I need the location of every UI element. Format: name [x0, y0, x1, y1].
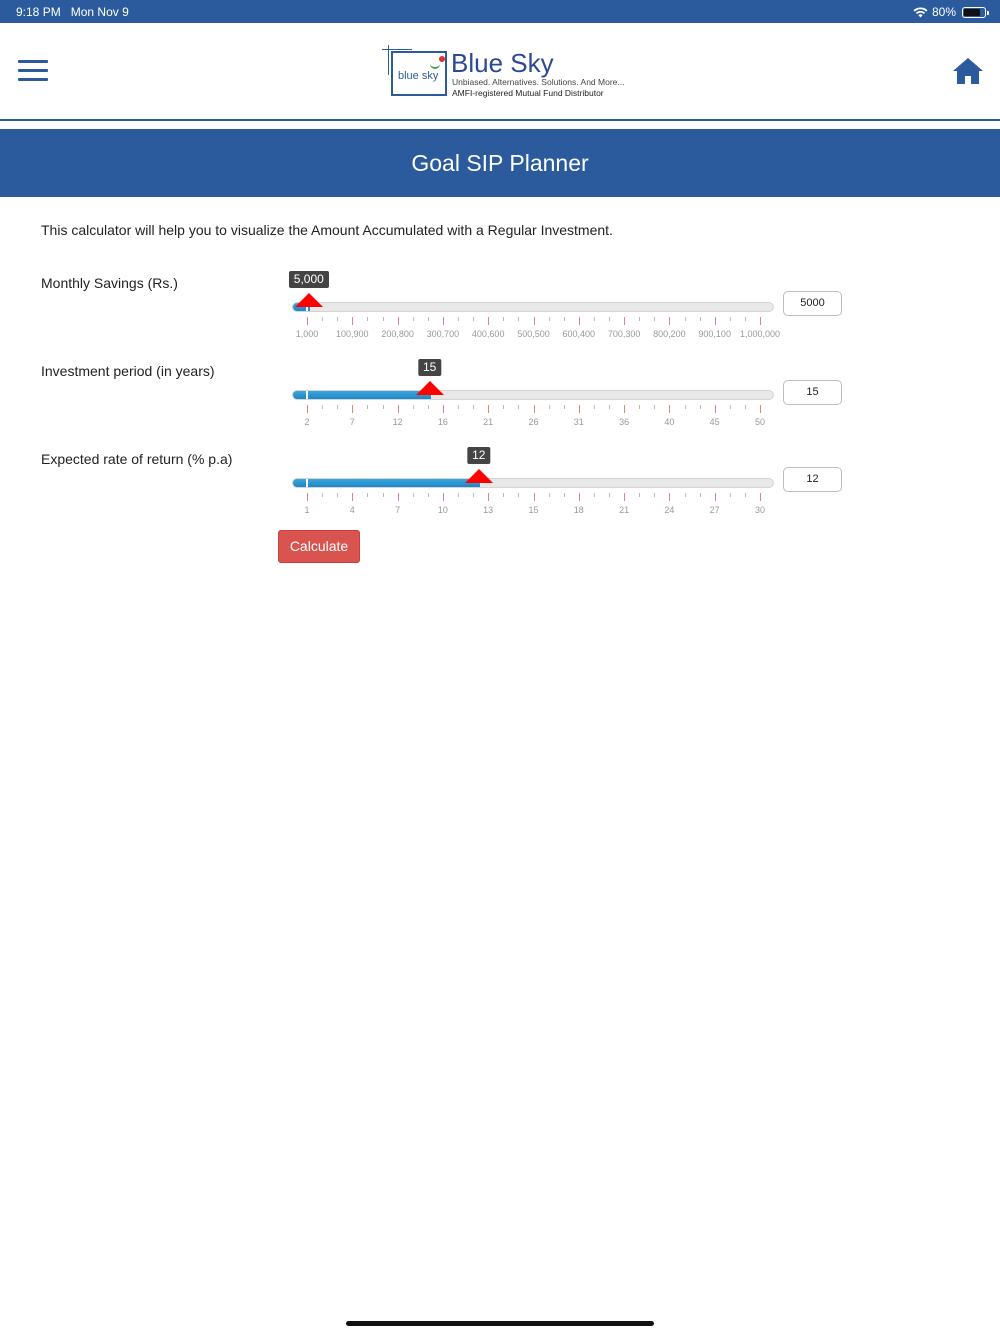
monthly-savings-slider[interactable]: [292, 272, 782, 347]
slider-ticks: [292, 405, 774, 415]
slider-major-tick: [534, 317, 535, 325]
slider-tick-label: 21: [619, 505, 630, 515]
slider-major-tick: [534, 405, 535, 413]
slider-major-tick: [443, 405, 444, 413]
slider-minor-tick: [730, 405, 731, 409]
slider-major-tick: [624, 405, 625, 413]
slider-minor-tick: [337, 493, 338, 497]
slider-minor-tick: [654, 493, 655, 497]
slider-minor-tick: [654, 317, 655, 321]
slider-tick-label: 40: [664, 417, 675, 427]
slider-minor-tick: [745, 405, 746, 409]
slider-thumb[interactable]: [416, 381, 444, 395]
slider-major-tick: [488, 493, 489, 501]
slider-tick-label: 1: [304, 505, 310, 515]
slider-major-tick: [579, 317, 580, 325]
slider-start-marker: [306, 391, 308, 399]
slider-tick-label: 10: [437, 505, 448, 515]
slider-minor-tick: [337, 405, 338, 409]
slider-minor-tick: [700, 317, 701, 321]
expected-return-label: Expected rate of return (% p.a): [41, 451, 233, 467]
slider-minor-tick: [383, 317, 384, 321]
slider-tick-label: 7: [349, 417, 355, 427]
expected-return-slider[interactable]: [292, 448, 782, 523]
slider-tick-label: 2: [304, 417, 310, 427]
slider-tick-label: 900,100: [698, 329, 731, 339]
slider-major-tick: [488, 405, 489, 413]
slider-major-tick: [579, 493, 580, 501]
hamburger-menu-icon[interactable]: [18, 60, 48, 82]
slider-minor-tick: [730, 493, 731, 497]
slider-minor-tick: [458, 493, 459, 497]
slider-major-tick: [669, 493, 670, 501]
slider-major-tick: [715, 493, 716, 501]
slider-tick-label: 45: [709, 417, 720, 427]
slider-minor-tick: [609, 405, 610, 409]
slider-minor-tick: [518, 405, 519, 409]
slider-tick-label: 1,000: [295, 329, 319, 339]
slider-minor-tick: [654, 405, 655, 409]
slider-minor-tick: [594, 405, 595, 409]
slider-major-tick: [398, 405, 399, 413]
slider-minor-tick: [549, 493, 550, 497]
investment-period-label: Investment period (in years): [41, 363, 215, 379]
slider-major-tick: [715, 317, 716, 325]
slider-minor-tick: [564, 405, 565, 409]
battery-icon: [962, 7, 986, 18]
slider-ticks: [292, 493, 774, 503]
logo-box-text: blue sky: [398, 70, 439, 82]
slider-minor-tick: [367, 317, 368, 321]
slider-minor-tick: [413, 317, 414, 321]
slider-minor-tick: [745, 317, 746, 321]
slider-major-tick: [669, 405, 670, 413]
slider-major-tick: [443, 493, 444, 501]
blue-sky-logo: [382, 43, 625, 103]
slider-tick-label: 4: [349, 505, 355, 515]
slider-value-bubble: 15: [418, 359, 441, 376]
logo-brand-name: Blue Sky: [451, 48, 554, 78]
slider-major-tick: [307, 493, 308, 501]
slider-start-marker: [306, 479, 308, 487]
slider-minor-tick: [503, 317, 504, 321]
slider-minor-tick: [428, 405, 429, 409]
slider-minor-tick: [503, 493, 504, 497]
slider-minor-tick: [594, 317, 595, 321]
expected-return-input[interactable]: 12: [783, 467, 842, 492]
monthly-savings-input[interactable]: 5000: [783, 291, 842, 316]
slider-minor-tick: [700, 493, 701, 497]
slider-minor-tick: [473, 493, 474, 497]
slider-major-tick: [534, 493, 535, 501]
logo-subtitle: AMFI-registered Mutual Fund Distributor: [452, 88, 604, 98]
logo-tagline: Unbiased. Alternatives. Solutions. And More...: [452, 77, 625, 87]
slider-tick-label: 26: [528, 417, 539, 427]
slider-major-tick: [352, 493, 353, 501]
status-bar: [0, 0, 1000, 23]
wifi-icon: [913, 7, 928, 18]
slider-tick-label: 600,400: [562, 329, 596, 339]
slider-minor-tick: [730, 317, 731, 321]
app-header: [0, 23, 1000, 119]
slider-major-tick: [669, 317, 670, 325]
battery-fill: [964, 9, 980, 16]
slider-fill: [293, 479, 480, 487]
status-time: [16, 5, 129, 19]
slider-minor-tick: [549, 317, 550, 321]
monthly-savings-label: Monthly Savings (Rs.): [41, 275, 178, 291]
slider-thumb[interactable]: [295, 293, 323, 307]
slider-tick-label: 24: [664, 505, 675, 515]
home-icon[interactable]: [952, 57, 984, 85]
status-time-text: 9:18 PM: [16, 5, 61, 19]
slider-major-tick: [443, 317, 444, 325]
slider-minor-tick: [594, 493, 595, 497]
slider-tick-label: 27: [709, 505, 720, 515]
slider-tick-label: 30: [754, 505, 766, 515]
slider-minor-tick: [367, 493, 368, 497]
slider-minor-tick: [322, 405, 323, 409]
slider-value-bubble: 5,000: [289, 271, 329, 288]
slider-minor-tick: [367, 405, 368, 409]
slider-tick-label: 18: [573, 505, 584, 515]
intro-text: This calculator will help you to visualize the Amount Accumulated with a Regular Investment.: [41, 222, 613, 238]
logo-cross-horizontal: [382, 49, 412, 50]
slider-minor-tick: [639, 493, 640, 497]
slider-tick-label: 16: [437, 417, 448, 427]
battery-percent: 80%: [931, 5, 956, 19]
slider-minor-tick: [413, 493, 414, 497]
slider-minor-tick: [337, 317, 338, 321]
slider-major-tick: [760, 493, 761, 501]
status-right: [913, 5, 986, 19]
slider-minor-tick: [685, 317, 686, 321]
slider-minor-tick: [609, 493, 610, 497]
slider-minor-tick: [518, 493, 519, 497]
slider-major-tick: [398, 317, 399, 325]
calculate-button[interactable]: Calculate: [278, 530, 360, 563]
slider-tick-label: 100,900: [336, 329, 369, 339]
slider-major-tick: [352, 405, 353, 413]
slider-major-tick: [715, 405, 716, 413]
slider-minor-tick: [383, 405, 384, 409]
slider-thumb[interactable]: [465, 469, 493, 483]
slider-track[interactable]: [292, 390, 774, 400]
slider-tick-label: 31: [573, 417, 584, 427]
slider-tick-label: 800,200: [653, 329, 686, 339]
slider-major-tick: [760, 405, 761, 413]
slider-tick-label: 300,700: [426, 329, 460, 339]
slider-fill: [293, 391, 431, 399]
slider-minor-tick: [458, 405, 459, 409]
slider-minor-tick: [428, 317, 429, 321]
slider-tick-label: 36: [619, 417, 630, 427]
slider-tick-label: 200,800: [381, 329, 414, 339]
slider-minor-tick: [639, 317, 640, 321]
slider-minor-tick: [458, 317, 459, 321]
slider-major-tick: [579, 405, 580, 413]
slider-major-tick: [307, 405, 308, 413]
slider-minor-tick: [685, 493, 686, 497]
slider-minor-tick: [383, 493, 384, 497]
slider-value-bubble: 12: [467, 447, 490, 464]
logo-dot-icon: [439, 56, 445, 62]
slider-minor-tick: [700, 405, 701, 409]
slider-minor-tick: [564, 317, 565, 321]
slider-major-tick: [352, 317, 353, 325]
slider-minor-tick: [639, 405, 640, 409]
slider-minor-tick: [745, 493, 746, 497]
slider-tick-label: 7: [395, 505, 401, 515]
investment-period-slider[interactable]: [292, 360, 782, 435]
slider-minor-tick: [685, 405, 686, 409]
slider-minor-tick: [473, 317, 474, 321]
slider-track[interactable]: [292, 478, 774, 488]
slider-tick-label: 50: [754, 417, 766, 427]
slider-tick-label: 1,000,000: [739, 329, 781, 339]
slider-tick-label: 13: [483, 505, 494, 515]
slider-major-tick: [398, 493, 399, 501]
slider-tick-label: 12: [392, 417, 403, 427]
slider-ticks: [292, 317, 774, 327]
slider-tick-label: 400,600: [471, 329, 505, 339]
slider-tick-label: 21: [483, 417, 494, 427]
slider-minor-tick: [473, 405, 474, 409]
slider-minor-tick: [413, 405, 414, 409]
slider-minor-tick: [518, 317, 519, 321]
slider-minor-tick: [428, 493, 429, 497]
slider-minor-tick: [322, 317, 323, 321]
slider-major-tick: [307, 317, 308, 325]
page-title: Goal SIP Planner: [0, 129, 1000, 197]
slider-tick-label: 500,500: [517, 329, 550, 339]
status-date-text: Mon Nov 9: [70, 5, 129, 19]
slider-minor-tick: [503, 405, 504, 409]
slider-tick-label: 700,300: [607, 329, 641, 339]
slider-minor-tick: [322, 493, 323, 497]
slider-major-tick: [624, 317, 625, 325]
slider-major-tick: [760, 317, 761, 325]
slider-major-tick: [488, 317, 489, 325]
slider-track[interactable]: [292, 302, 774, 312]
slider-minor-tick: [609, 317, 610, 321]
investment-period-input[interactable]: 15: [783, 380, 842, 405]
slider-major-tick: [624, 493, 625, 501]
slider-minor-tick: [564, 493, 565, 497]
home-indicator[interactable]: [346, 1321, 654, 1326]
header-divider: [0, 119, 1000, 121]
slider-minor-tick: [549, 405, 550, 409]
slider-tick-label: 15: [528, 505, 539, 515]
